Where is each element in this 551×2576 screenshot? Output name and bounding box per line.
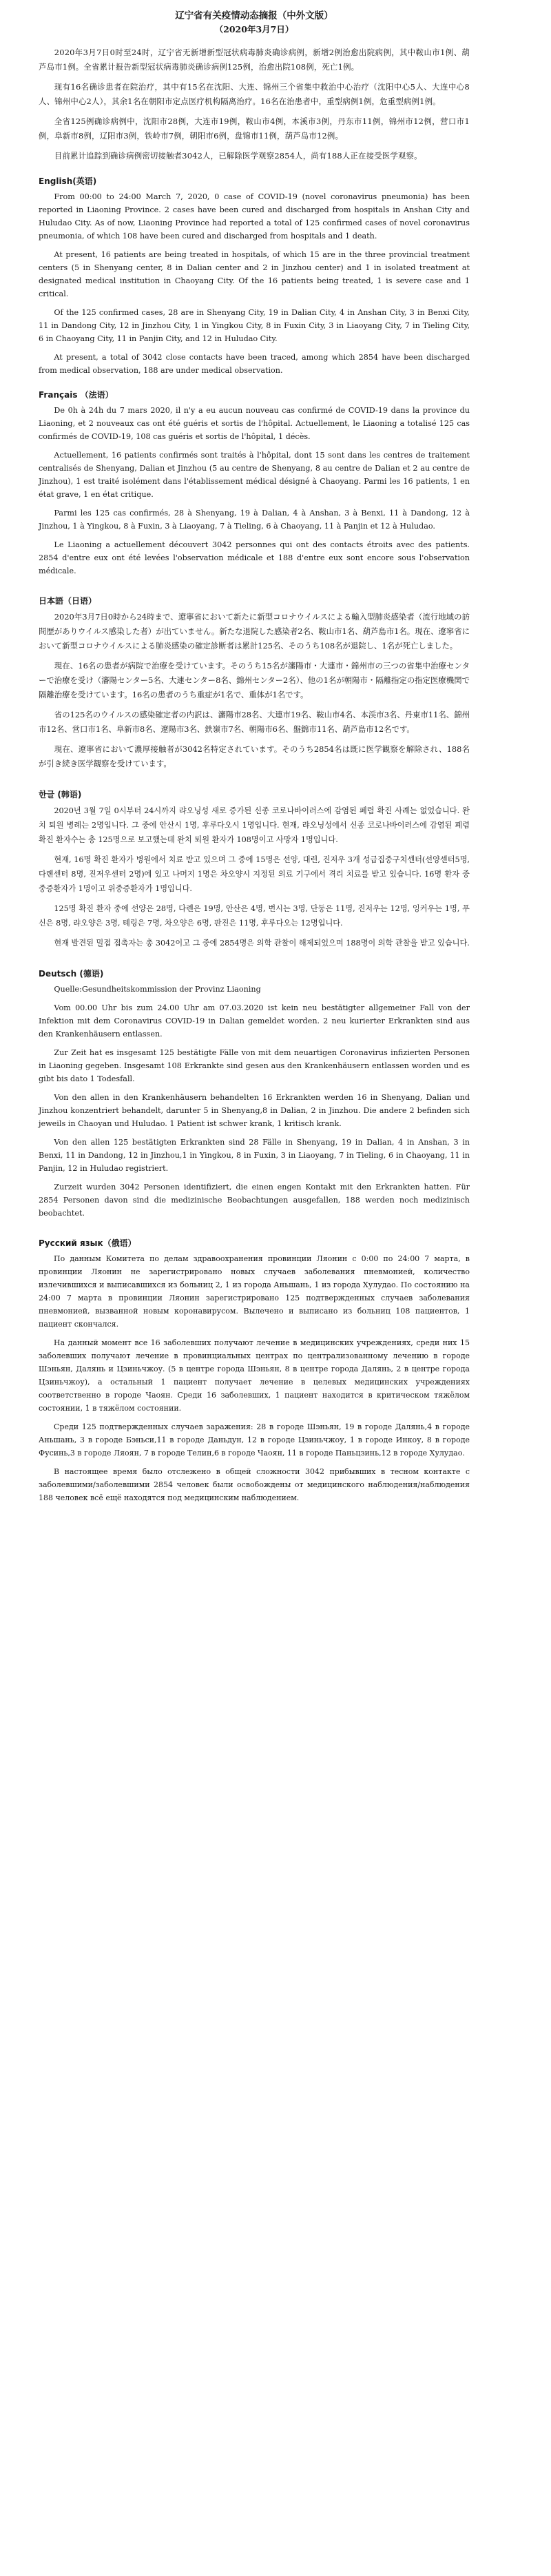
de-paragraph-1: Vom 00.00 Uhr bis zum 24.00 Uhr am 07.03.2020 ist kein neu bestätigter allgemeiner Fall von der Infektion mit dem Coronavirus COVID-19 in Dalian gemeldet worden. 2 neu kurierter Erkrankten sind aus den Krankenhäusern entlassen.	[39, 1003, 470, 1039]
section-german	[39, 968, 470, 1220]
section-japanese	[39, 595, 470, 771]
ko-paragraph-3: 125명 확진 환자 중에 선양은 28명, 다롄은 19명, 안산은 4명, 번시는 3명, 단둥은 11명, 진저우는 12명, 잉커우는 1명, 푸신은 8명, 랴오양은 3명, 톄링은 7명, 차오양은 6명, 판진은 11명, 후루다오는 12명입니다.	[39, 904, 470, 928]
ja-paragraph-3: 省の125名のウイルスの感染確定者の内訳は、瀋陽市28名、大連市19名、鞍山市4名、本渓市3名、丹東市11名、錦州市12名、営口市1名、阜新市8名、遼陽市3名、鉄嶺市7名、朝陽市6名、盤錦市11名、葫芦島市12名です。	[39, 710, 470, 734]
ja-paragraph-1: 2020年3月7日0時から24時まで、遼寧省において新たに新型コロナウイルスによる輸入型肺炎感染者（流行地域の訪問歴がありウイルス感染した者）が出ていません。新たな退院した感染者2名、鞍山市1名、葫芦島市1名。現在、遼寧省において新型コロナウイルスによる肺炎感染の確定診断者は累計125名、そのうち108名が退院し、1名が死亡しました。	[39, 612, 470, 651]
fr-paragraph-2: Actuellement, 16 patients confirmés sont traités à l'hôpital, dont 15 sont dans les centres de traitement centralisés de Shenyang, Dalian et Jinzhou (5 au centre de Shenyang, 8 au centre de Dalian et 2 au centre de Jinzhou), 1 est traité isolément dans l'établissement médical désigné à Chaoyang. Parmi les 16 patients, 1 en état grave, 1 en état critique.	[39, 451, 470, 499]
de-paragraph-2: Zur Zeit hat es insgesamt 125 bestätigte Fälle von mit dem neuartigen Coronavirus infizierten Personen in Liaoning gegeben. Insgesamt 108 Erkrankte sind gesen aus den Krankenhäusern entlassen worden und es gibt bis dato 1 Todesfall.	[39, 1048, 470, 1083]
section-english	[39, 176, 470, 377]
ru-heading: Русский язык（俄语）	[39, 1238, 136, 1248]
zh-paragraph-3: 全省125例确诊病例中，沈阳市28例，大连市19例，鞍山市4例，本溪市3例，丹东市11例，锦州市12例，营口市1例，阜新市8例，辽阳市3例，铁岭市7例，朝阳市6例，盘锦市11例，葫芦岛市12例。	[39, 116, 470, 141]
fr-heading: Français （法语）	[39, 390, 114, 400]
ko-paragraph-1: 2020년 3월 7일 0시부터 24시까지 랴오닝성 새로 증가된 신종 코로나바이러스에 감염된 폐렴 확진 사례는 없었습니다. 완치 퇴원 병례는 2명입니다. 그 중에 안산시 1명, 후루다오시 1명입니다. 현재, 랴오닝성에서 신종 코로나바이러스에 감염된 폐렴 확진 환자수는 총 125명으로 보고했는데 완치 퇴원 환자가 108명이고 사망자 1명입니다.	[39, 806, 470, 844]
section-chinese	[39, 45, 470, 163]
section-russian	[39, 1238, 470, 1504]
section-french	[39, 389, 470, 577]
ru-paragraph-1: По данным Комитета по делам здравоохранения провинции Ляонин с 0:00 по 24:00 7 марта, в провинции Ляонин не зарегистрировано новых случаев заболевания пневмонией, количество излечившихся и выписавшихся из больниц 2, 1 из города Аньшань, 1 из города Хулудао. По состоянию на 24:00 7 марта в провинции Ляонин зарегистрировано 125 подтвержденных случаев заболевания пневмонией, вызванной новым коронавирусом. Вылечено и выписано из больниц 108 пациентов, 1 пациент скончался.	[39, 1254, 470, 1329]
en-heading: English(英语)	[39, 176, 97, 186]
de-source-line: Quelle:Gesundheitskommission der Provinz Liaoning	[54, 985, 261, 994]
ja-paragraph-2: 現在、16名の患者が病院で治療を受けています。そのうち15名が瀋陽市・大連市・錦州市の三つの省集中治療センターで治療を受け（瀋陽センター5名、大連センター8名、錦州センター2名）、他の1名が朝陽市・隔離指定の指定医療機関で隔離治療を受けています。16名の患者のうち重症が1名で、重体が1名です。	[39, 661, 470, 699]
zh-paragraph-1: 2020年3月7日0时至24时，辽宁省无新增新型冠状病毒肺炎确诊病例，新增2例治愈出院病例，其中鞍山市1例、葫芦岛市1例。全省累计报告新型冠状病毒肺炎确诊病例125例，治愈出院108例，死亡1例。	[39, 48, 470, 72]
ru-paragraph-2: На данный момент все 16 заболевших получают лечение в медицинских учреждениях, среди них 15 заболевших получают лечение в провинциальных центрах по централизованному лечению в городе Шэньян, Далянь и Цзиньчжоу. (5 в центре города Шэньян, 8 в центре города Далянь, 2 в центре города Цзиньчжоу), а остальный 1 пациент получает лечение в целевых медицинских учреждениях соответственно в городе Чаоян. Среди 16 заболевших, 1 пациент находится в критическом тяжёлом состоянии, 1 в тяжёлом состоянии.	[39, 1338, 470, 1413]
en-paragraph-1: From 00:00 to 24:00 March 7, 2020, 0 case of COVID-19 (novel coronavirus pneumonia) has been reported in Liaoning Province. 2 cases have been cured and discharged from hospitals in Anshan City and Huludao City. As of now, Liaoning Province had reported a total of 125 confirmed cases of novel coronavirus pneumonia, of which 108 have been cured and discharged from hospitals and 1 death.	[39, 192, 470, 241]
en-paragraph-2: At present, 16 patients are being treated in hospitals, of which 15 are in the three provincial treatment centers (5 in Shenyang center, 8 in Dalian center and 2 in Jinzhou center) and 1 in isolated treatment at designated medical institution in Chaoyang City. Of the 16 patients being treated, 1 is severe case and 1 critical.	[39, 250, 470, 298]
de-heading: Deutsch (德语)	[39, 969, 104, 979]
ja-paragraph-4: 現在、遼寧省において濃厚接触者が3042名特定されています。そのうち2854名は既に医学観察を解除され、188名が引き続き医学観察を受けています。	[39, 744, 470, 768]
ko-paragraph-2: 현재, 16명 확진 환자가 병원에서 치료 받고 있으며 그 중에 15명은 선양, 대련, 진저우 3개 성급집중구치센터(선양센터5명, 다롄센터 8명, 진저우센터 2명)에 있고 나머지 1명은 차오양시 지정된 의료 기구에서 격리 치료를 받고 있습니다. 16명 환자 중 중증환자가 1명이고 위중증환자가 1명입니다.	[39, 855, 470, 893]
fr-paragraph-3: Parmi les 125 cas confirmés, 28 à Shenyang, 19 à Dalian, 4 à Anshan, 3 à Benxi, 11 à Dandong, 12 à Jinzhou, 1 à Yingkou, 8 à Fuxin, 3 à Liaoyang, 7 à Tieling, 6 à Chaoyang, 11 à Panjin et 12 à Huludao.	[39, 509, 470, 531]
en-paragraph-3: Of the 125 confirmed cases, 28 are in Shenyang City, 19 in Dalian City, 4 in Anshan City, 3 in Benxi City, 11 in Dandong City, 12 in Jinzhou City, 1 in Yingkou City, 8 in Fuxin City, 3 in Liaoyang City, 7 in Tieling City, 6 in Chaoyang City, 11 in Panjin City, and 12 in Huludao City.	[39, 308, 470, 343]
page-date: （2020年3月7日）	[214, 24, 294, 34]
ko-heading: 한글 (韩语)	[39, 790, 82, 799]
de-paragraph-4: Von den allen 125 bestätigten Erkrankten sind 28 Fälle in Shenyang, 19 in Dalian, 4 in Anshan, 3 in Benxi, 11 in Dandong, 12 in Jinzhou,1 in Yingkou, 8 in Fuxin, 3 in Liaoyang, 7 in Tieling, 6 in Chaoyang, 11 in Panjin, 12 in Huludao registriert.	[39, 1138, 470, 1173]
zh-paragraph-2: 现有16名确诊患者在院治疗，其中有15名在沈阳、大连、锦州三个省集中救治中心治疗（沈阳中心5人、大连中心8人、锦州中心2人），其余1名在朝阳市定点医疗机构隔离治疗。16名在治患者中，重型病例1例，危重型病例1例。	[39, 82, 470, 106]
fr-paragraph-1: De 0h à 24h du 7 mars 2020, il n'y a eu aucun nouveau cas confirmé de COVID-19 dans la province du Liaoning, et 2 nouveaux cas ont été guéris et sortis de l'hôpital. Actuellement, le Liaoning a totalisé 125 cas confirmés de COVID-19, 108 cas guéris et sortis de l'hôpital, 1 décès.	[39, 406, 470, 441]
de-paragraph-5: Zurzeit wurden 3042 Personen identifiziert, die einen engen Kontakt mit den Erkrankten hatten. Für 2854 Personen davon sind die medizinische Beobachtungen ausgefallen, 188 werden noch medizinisch beobachtet.	[39, 1183, 470, 1218]
en-paragraph-4: At present, a total of 3042 close contacts have been traced, among which 2854 have been discharged from medical observation, 188 are under medical observation.	[39, 353, 470, 375]
page-title: 辽宁省有关疫情动态摘报（中外文版）	[175, 10, 333, 21]
ja-heading: 日本語（日语）	[39, 596, 97, 606]
ru-paragraph-4: В настоящее время было отслежено в общей сложности 3042 прибывших в тесном контакте с заболевшими/заболевшими 2854 человек были освобождены от медицинского наблюдения/наблюдения 188 человек всё ещё находятся под медицинским наблюдением.	[39, 1467, 470, 1502]
ko-paragraph-4: 현재 발견된 밀접 접촉자는 총 3042이고 그 중에 2854명은 의학 관찰이 해제되었으며 188명이 의학 관찰을 받고 있습니다.	[54, 939, 470, 948]
zh-paragraph-4: 目前累计追踪到确诊病例密切接触者3042人，已解除医学观察2854人，尚有188人正在接受医学观察。	[54, 151, 422, 161]
ru-paragraph-3: Среди 125 подтвержденных случаев заражения: 28 в городе Шэньян, 19 в городе Далянь,4 в городе Аньшань, 3 в городе Бэньси,11 в городе Даньдун, 12 в городе Цзиньчжоу, 1 в городе Инкоу, 8 в городе Фусинь,3 в городе Ляоян, 7 в городе Телин,6 в городе Чаоян, 11 в городе Паньцзинь,12 в городе Хулудао.	[39, 1422, 470, 1458]
fr-paragraph-4: Le Liaoning a actuellement découvert 3042 personnes qui ont des contacts étroits avec des patients. 2854 d'entre eux ont été levées l'observation médicale et 188 d'entre eux sont encore sous l'observation médicale.	[39, 540, 470, 575]
section-korean	[39, 789, 470, 950]
de-paragraph-3: Von den allen in den Krankenhäusern behandelten 16 Erkrankten werden 16 in Shenyang, Dalian und Jinzhou konzentriert behandelt, darunter 5 in Shenyang,8 in Dalian, 2 in Jinzhou. Die andere 2 befinden sich jeweils in Chaoyan und Huludao. 1 Patient ist schwer krank, 1 kritisch krank.	[39, 1093, 470, 1128]
